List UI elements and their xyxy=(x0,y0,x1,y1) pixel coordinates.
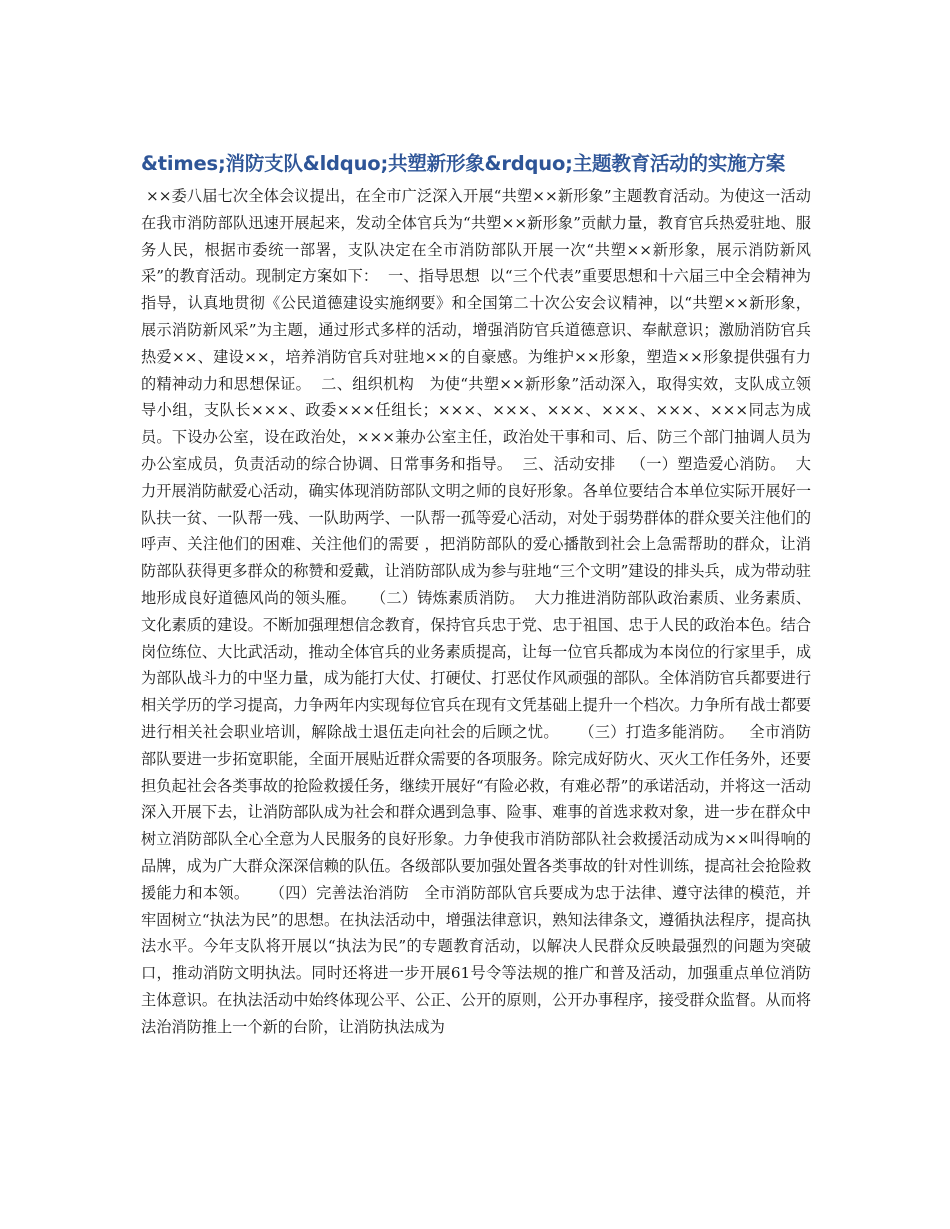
document-body-text: ××委八届七次全体会议提出，在全市广泛深入开展“共塑××新形象”主题教育活动。为使这一活动在我市消防部队迅速开展起来，发动全体官兵为“共塑××新形象”贡献力量，教育官兵热爱驻地、服务人民，根据市委统一部署，支队决定在全市消防部队开展一次“共塑××新形象，展示消防新风采”的教育活动。现制定方案如下： 一、指导思想 以“三个代表”重要思想和十六届三中全会精神为指导，认真地贯彻《公民道德建设实施纲要》和全国第二十次公安会议精神，以“共塑××新形象，展示消防新风采”为主题，通过形式多样的活动，增强消防官兵道德意识、奉献意识；激励消防官兵热爱××、建设××，培养消防官兵对驻地××的自豪感。为维护××形象，塑造××形象提供强有力的精神动力和思想保证。 二、组织机构 为使“共塑××新形象”活动深入，取得实效，支队成立领导小组，支队长×××、政委×××任组长；×××、×××、×××、×××、×××、×××同志为成员。下设办公室，设在政治处，×××兼办公室主任，政治处干事和司、后、防三个部门抽调人员为办公室成员，负责活动的综合协调、日常事务和指导。 三、活动安排 （一）塑造爱心消防。 大力开展消防献爱心活动，确实体现消防部队文明之师的良好形象。各单位要结合本单位实际开展好一队扶一贫、一队帮一残、一队助两学、一队帮一孤等爱心活动，对处于弱势群体的群众要关注他们的呼声、关注他们的困难、关注他们的需要 ，把消防部队的爱心播散到社会上急需帮助的群众，让消防部队获得更多群众的称赞和爱戴，让消防部队成为参与驻地“三个文明”建设的排头兵，成为带动驻地形成良好道德风尚的领头雁。 （二）铸炼素质消防。 大力推进消防部队政治素质、业务素质、文化素质的建设。不断加强理想信念教育，保持官兵忠于党、忠于祖国、忠于人民的政治本色。结合岗位练位、大比武活动，推动全体官兵的业务素质提高，让每一位官兵都成为本岗位的行家里手，成为部队战斗力的中坚力量，成为能打大仗、打硬仗、打恶仗作风顽强的部队。全体消防官兵都要进行相关学历的学习提高，力争两年内实现每位官兵在现有文凭基础上提升一个档次。力争所有战士都要进行相关社会职业培训，解除战士退伍走向社会的后顾之忧。 （三）打造多能消防。 全市消防部队要进一步拓宽职能，全面开展贴近群众需要的各项服务。除完成好防火、灭火工作任务外，还要担负起社会各类事故的抢险救援任务，继续开展好“有险必救，有难必帮”的承诺活动，并将这一活动深入开展下去，让消防部队成为社会和群众遇到急事、险事、难事的首选求救对象，进一步在群众中树立消防部队全心全意为人民服务的良好形象。力争使我市消防部队社会救援活动成为××叫得响的品牌，成为广大群众深深信赖的队伍。各级部队要加强处置各类事故的针对性训练，提高社会抢险救援能力和本领。 （四）完善法治消防 全市消防部队官兵要成为忠于法律、遵守法律的模范，并牢固树立“执法为民”的思想。在执法活动中，增强法律意识，熟知法律条文，遵循执法程序，提高执法水平。今年支队将开展以“执法为民”的专题教育活动，以解决人民群众反映最强烈的问题为突破口，推动消防文明执法。同时还将进一步开展61号令等法规的推广和普及活动，加强重点单位消防主体意识。在执法活动中始终体现公平、公正、公开的原则，公开办事程序，接受群众监督。从而将法治消防推上一个新的台阶，让消防执法成为 xyxy=(141,187,811,1036)
document-title: &times;消防支队&ldquo;共塑新形象&rdquo;主题教育活动的实施方案 xyxy=(141,152,786,175)
